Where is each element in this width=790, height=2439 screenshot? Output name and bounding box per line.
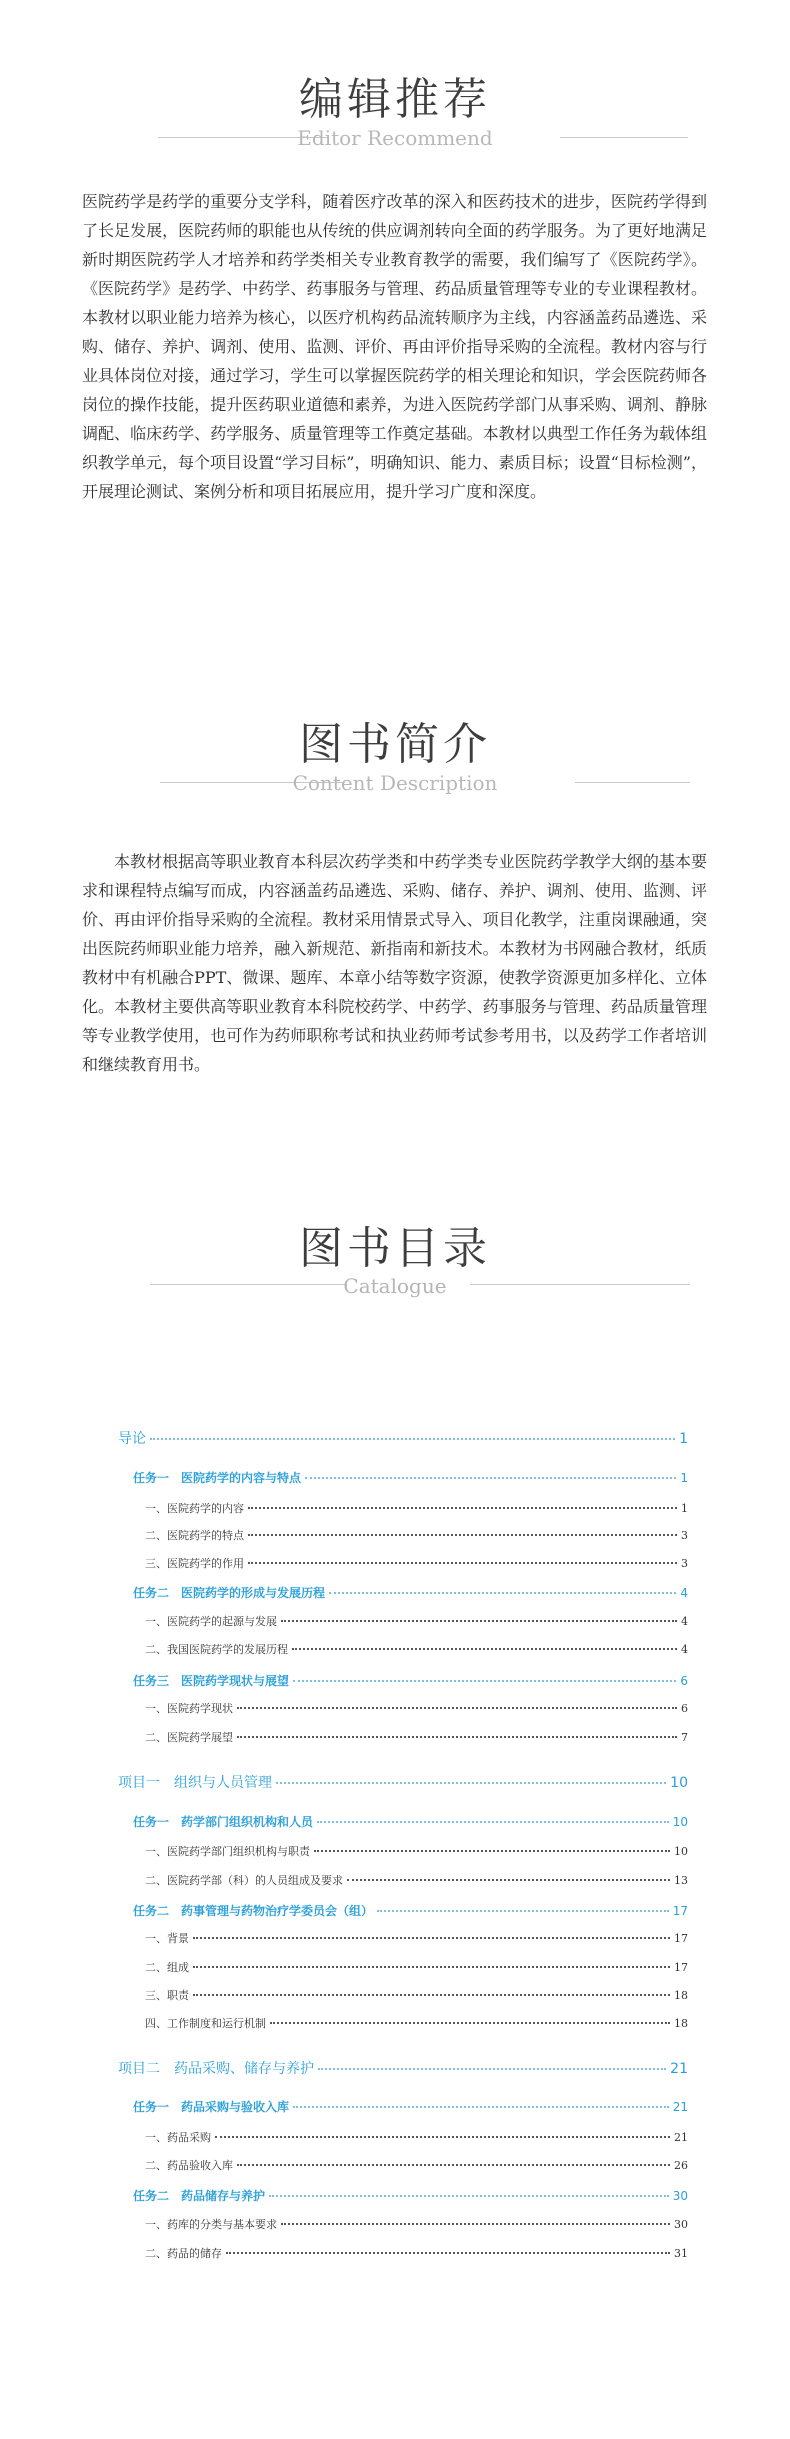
toc-item[interactable] — [145, 1527, 688, 1543]
toc-page-number: 3 — [681, 1557, 688, 1570]
toc-task[interactable] — [133, 1469, 688, 1486]
catalogue-title: 图书目录 — [299, 1223, 491, 1274]
toc-item[interactable] — [145, 1959, 688, 1975]
toc-label: 二、药品验收入库 — [145, 2159, 233, 2172]
toc-leader-dots — [293, 1680, 676, 1682]
toc-leader-dots — [377, 1910, 669, 1912]
toc-leader-dots — [318, 2068, 666, 2070]
toc-task[interactable] — [133, 2187, 688, 2204]
editor-paragraph: 医院药学是药学的重要分支学科，随着医疗改革的深入和医药技术的进步，医院药学得到了长足发展，医院药师的职能也从传统的供应调剂转向全面的药学服务。为了更好地满足新时期医院药学人才培养和药学类相关专业教育教学的需要，我们编写了《医院药学》。《医院药学》是药学、中药学、药事服务与管理、药品质量管理等专业的专业课程教材。本教材以职业能力培养为核心，以医疗机构药品流转顺序为主线，内容涵盖药品遴选、采购、储存、养护、调剂、使用、监测、评价、再由评价指导采购的全流程。教材内容与行业具体岗位对接，通过学习，学生可以掌握医院药学的相关理论和知识，学会医院药师各岗位的操作技能，提升医药职业道德和素养，为进入医院药学部门从事采购、调剂、静脉调配、临床药学、药学服务、质量管理等工作奠定基础。本教材以典型工作任务为载体组织教学单元，每个项目设置“学习目标”，明确知识、能力、素质目标；设置“目标检测”，开展理论测试、案例分析和项目拓展应用，提升学习广度和深度。 — [82, 192, 707, 501]
toc-page-number: 6 — [681, 1702, 688, 1715]
toc-label: 任务二 医院药学的形成与发展历程 — [133, 1586, 326, 1600]
toc-leader-dots — [270, 2022, 670, 2024]
toc-page-number: 30 — [672, 2189, 688, 2203]
toc-label: 任务一 医院药学的内容与特点 — [133, 1471, 302, 1485]
toc-leader-dots — [150, 1438, 675, 1440]
toc-label: 二、医院药学的特点 — [145, 1529, 244, 1542]
toc-leader-dots — [281, 2223, 670, 2225]
toc-label: 四、工作制度和运行机制 — [145, 2017, 266, 2030]
toc-page-number: 4 — [681, 1643, 688, 1656]
content-subtitle: Content Description — [292, 771, 498, 795]
toc-leader-dots — [248, 1507, 677, 1509]
toc-task[interactable] — [133, 1672, 688, 1689]
toc-item[interactable] — [145, 1930, 688, 1946]
toc-page-number: 17 — [674, 1961, 688, 1974]
toc-page-number: 6 — [680, 1674, 688, 1688]
toc-item[interactable] — [145, 2015, 688, 2031]
toc-chapter[interactable] — [118, 1428, 688, 1448]
toc-leader-dots — [276, 1782, 666, 1784]
toc-page-number: 4 — [681, 1615, 688, 1628]
editor-subtitle: Editor Recommend — [297, 126, 493, 150]
toc-page-number: 21 — [674, 2131, 688, 2144]
toc-leader-dots — [281, 1620, 677, 1622]
toc-leader-dots — [215, 2136, 670, 2138]
toc-item[interactable] — [145, 2129, 688, 2145]
toc-page-number: 10 — [674, 1845, 688, 1858]
toc-leader-dots — [347, 1879, 670, 1881]
toc-label: 一、背景 — [145, 1932, 189, 1945]
toc-page-number: 21 — [670, 2061, 688, 2077]
toc-page-number: 10 — [670, 1775, 688, 1791]
toc-label: 一、药品采购 — [145, 2131, 211, 2144]
toc-label: 二、组成 — [145, 1961, 189, 1974]
toc-page-number: 7 — [681, 1731, 688, 1744]
toc-item[interactable] — [145, 2216, 688, 2232]
toc-page-number: 17 — [674, 1932, 688, 1945]
toc-item[interactable] — [145, 1987, 688, 2003]
content-title: 图书简介 — [299, 719, 491, 770]
content-paragraph: 本教材根据高等职业教育本科层次药学类和中药学类专业医院药学教学大纲的基本要求和课程特点编写而成，内容涵盖药品遴选、采购、储存、养护、调剂、使用、监测、评价、再由评价指导采购的全流程。教材采用情景式导入、项目化教学，注重岗课融通，突出医院药师职业能力培养，融入新规范、新指南和新技术。本教材为书网融合教材，纸质教材中有机融合PPT、微课、题库、本章小结等数字资源，使教学资源更加多样化、立体化。本教材主要供高等职业教育本科院校药学、中药学、药事服务与管理、药品质量管理等专业教学使用，也可作为药师职称考试和执业药师考试参考用书，以及药学工作者培训和继续教育用书。 — [82, 852, 707, 1074]
toc-item[interactable] — [145, 2157, 688, 2173]
toc-leader-dots — [293, 2106, 669, 2108]
toc-task[interactable] — [133, 1813, 688, 1830]
toc-item[interactable] — [145, 1641, 688, 1657]
catalogue-subtitle: Catalogue — [343, 1274, 447, 1298]
toc-label: 一、药库的分类与基本要求 — [145, 2218, 277, 2231]
toc-label: 任务三 医院药学现状与展望 — [133, 1674, 290, 1688]
toc-item[interactable] — [145, 1555, 688, 1571]
toc-chapter[interactable] — [118, 1772, 688, 1792]
editor-title: 编辑推荐 — [299, 74, 491, 125]
toc-leader-dots — [305, 1477, 676, 1479]
toc-item[interactable] — [145, 1843, 688, 1859]
toc-leader-dots — [193, 1994, 670, 1996]
toc-page-number: 30 — [674, 2218, 688, 2231]
toc-label: 项目二 药品采购、储存与养护 — [118, 2061, 314, 2077]
toc-task[interactable] — [133, 2098, 688, 2115]
toc-page-number: 4 — [680, 1586, 688, 1600]
toc-item[interactable] — [145, 1613, 688, 1629]
toc-label: 二、医院药学展望 — [145, 1731, 233, 1744]
toc-label: 二、药品的储存 — [145, 2247, 222, 2260]
toc-page-number: 1 — [679, 1431, 688, 1447]
toc-page-number: 31 — [674, 2247, 688, 2260]
toc-leader-dots — [314, 1850, 670, 1852]
toc-item[interactable] — [145, 1872, 688, 1888]
toc-leader-dots — [193, 1966, 670, 1968]
toc-leader-dots — [237, 2164, 670, 2166]
toc-label: 任务一 药品采购与验收入库 — [133, 2100, 290, 2114]
toc-label: 三、职责 — [145, 1989, 189, 2002]
toc-leader-dots — [226, 2252, 670, 2254]
toc-label: 一、医院药学现状 — [145, 1702, 233, 1715]
toc-label: 项目一 组织与人员管理 — [118, 1775, 272, 1791]
toc-label: 一、医院药学的内容 — [145, 1502, 244, 1515]
toc-leader-dots — [193, 1937, 670, 1939]
toc-label: 导论 — [118, 1431, 146, 1447]
toc-page-number: 10 — [672, 1815, 688, 1829]
toc-leader-dots — [317, 1821, 669, 1823]
toc-leader-dots — [237, 1707, 677, 1709]
toc-label: 任务一 药学部门组织机构和人员 — [133, 1815, 314, 1829]
toc-page-number: 13 — [674, 1874, 688, 1887]
toc-item[interactable] — [145, 1729, 688, 1745]
toc-task[interactable] — [133, 1584, 688, 1601]
toc-page-number: 3 — [681, 1529, 688, 1542]
toc-label: 二、医院药学部（科）的人员组成及要求 — [145, 1874, 343, 1887]
toc-leader-dots — [292, 1648, 677, 1650]
toc-label: 一、医院药学部门组织机构与职责 — [145, 1845, 310, 1858]
toc-page-number: 17 — [672, 1904, 688, 1918]
toc-page-number: 18 — [674, 2017, 688, 2030]
toc-item[interactable] — [145, 2245, 688, 2261]
toc-page-number: 21 — [672, 2100, 688, 2114]
toc-label: 一、医院药学的起源与发展 — [145, 1615, 277, 1628]
toc-leader-dots — [329, 1592, 676, 1594]
toc-label: 任务二 药事管理与药物治疗学委员会（组） — [133, 1904, 374, 1918]
toc-page-number: 1 — [681, 1502, 688, 1515]
toc-chapter[interactable] — [118, 2058, 688, 2078]
toc-leader-dots — [237, 1736, 677, 1738]
toc-page-number: 18 — [674, 1989, 688, 2002]
toc-leader-dots — [248, 1534, 677, 1536]
toc-label: 三、医院药学的作用 — [145, 1557, 244, 1570]
toc-label: 二、我国医院药学的发展历程 — [145, 1643, 288, 1656]
toc-leader-dots — [269, 2195, 669, 2197]
toc-page-number: 1 — [680, 1471, 688, 1485]
toc-leader-dots — [248, 1562, 677, 1564]
toc-item[interactable] — [145, 1500, 688, 1516]
toc-label: 任务二 药品储存与养护 — [133, 2189, 266, 2203]
toc-item[interactable] — [145, 1700, 688, 1716]
toc-page-number: 26 — [674, 2159, 688, 2172]
toc-task[interactable] — [133, 1902, 688, 1919]
